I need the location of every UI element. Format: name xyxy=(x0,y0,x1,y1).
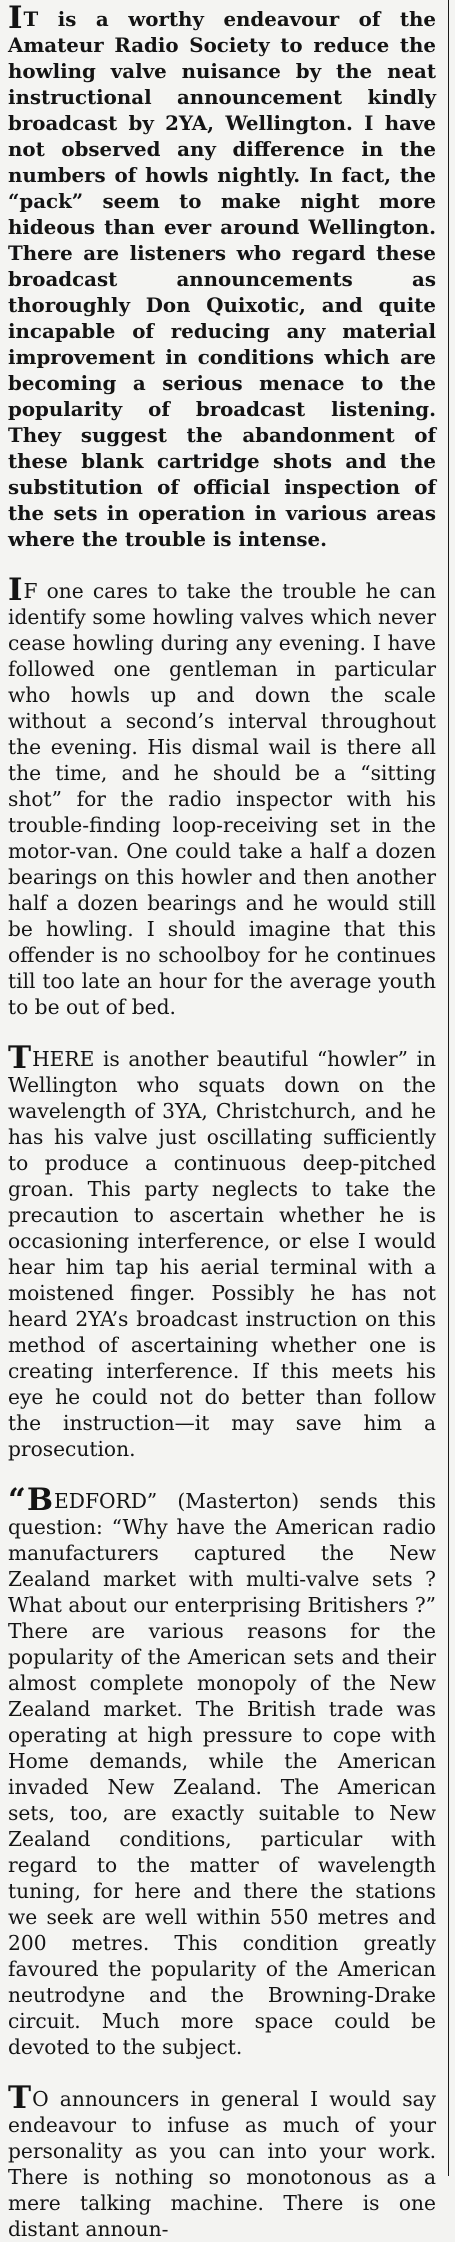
drop-initial-4: “B xyxy=(8,1482,55,1518)
paragraph-5-body: O announcers in general I would say endeavour to infuse as much of your personality as you can into your work. There is nothing so monotonous as a mere talking machine. There is one distant announ- xyxy=(8,2087,436,2241)
paragraph-3-body: HERE is another beautiful “howler” in Wellington who squats down on the wavelength of 3YA, Christchurch, and he has his valve just oscillating sufficiently to produce a continuous deep-pitched groan. This party neglects to take the precaution to ascertain whether he is occasioning interference, or else I would hear him tap his aerial terminal with a moistened finger. Possibly he has not heard 2YA’s broadcast instruction on this method of ascertaining whether one is creating interference. If this meets his eye he could not do better than follow the instruction—it may save him a prosecution. xyxy=(8,1047,436,1461)
paragraph-2 xyxy=(8,572,436,1020)
paragraph-5 xyxy=(8,2080,436,2242)
paragraph-2-body: F one cares to take the trouble he can identify some howling valves which never cease howling during any evening. I have followed one gentleman in particular who howls up and down the scale without a second’s interval throughout the evening. His dismal wail is there all the time, and he should be a “sitting shot” for the radio inspector with his trouble-finding loop-receiving set in the motor-van. One could take a half a dozen bearings on this howler and then another half a dozen bearings and he would still be howling. I should imagine that this offender is no schoolboy for he continues till too late an hour for the average youth to be out of bed. xyxy=(8,579,436,1019)
paragraph-3 xyxy=(8,1040,436,1462)
drop-initial-1: I xyxy=(8,0,24,36)
paragraph-4 xyxy=(8,1482,436,2060)
column-rule xyxy=(448,0,449,2176)
paragraph-4-body: EDFORD” (Masterton) sends this question: “Why have the American radio manufacturers captured the New Zealand market with multi-valve sets ? What about our enterprising Britishers ?” There are various reasons for the popularity of the American sets and their almost complete monopoly of the New Zealand market. The British trade was operating at high pressure to cope with Home demands, while the American invaded New Zealand. The American sets, too, are exactly suitable to New Zealand conditions, particular with regard to the matter of wavelength tuning, for here and there the stations we seek are well within 550 metres and 200 metres. This condition greatly favoured the popularity of the American neutrodyne and the Browning-Drake circuit. Much more space could be devoted to the subject. xyxy=(8,1489,436,2059)
drop-initial-5: T xyxy=(8,2080,33,2116)
drop-initial-3: T xyxy=(8,1040,33,1076)
article-text xyxy=(8,0,436,2242)
paragraph-1 xyxy=(8,0,436,552)
drop-initial-2: I xyxy=(8,572,24,608)
paragraph-1-body: T is a worthy endeavour of the Amateur Radio Society to reduce the howling valve nuisance by the neat instructional announcement kindly broadcast by 2YA, Wellington. I have not observed any difference in the numbers of howls nightly. In fact, the “pack” seem to make night more hideous than ever around Wellington. There are listeners who regard these broadcast announcements as thoroughly Don Quixotic, and quite incapable of reducing any material improvement in conditions which are becoming a serious menace to the popularity of broadcast listening. They suggest the abandonment of these blank cartridge shots and the substitution of official inspection of the sets in operation in various areas where the trouble is intense. xyxy=(8,7,436,551)
